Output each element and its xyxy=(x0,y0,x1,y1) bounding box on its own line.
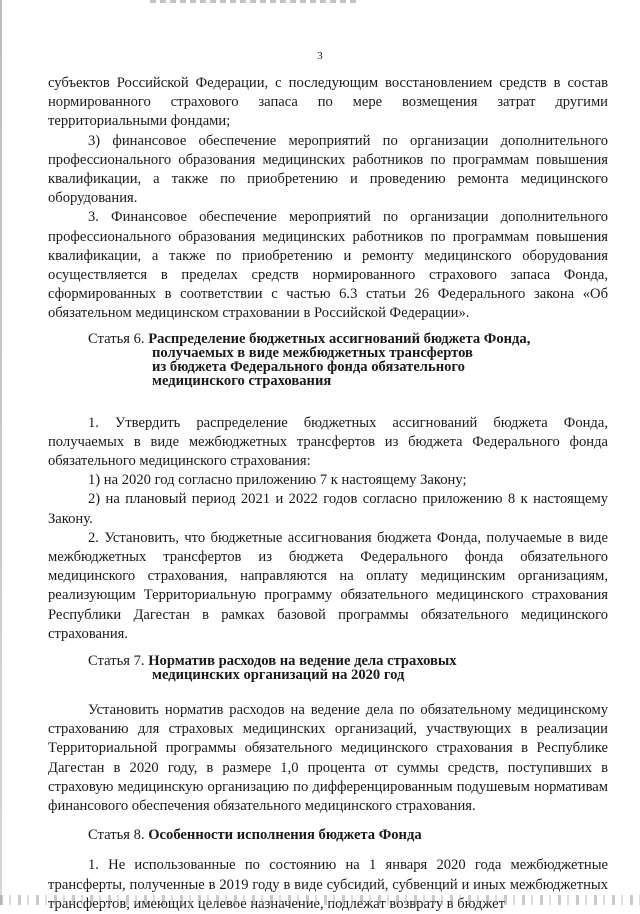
paragraph: 3. Финансовое обеспечение мероприятий по организации дополнительного профессионального образования медицинских работников по программам повышения квалификации, а также по приобретению и ремонту медицинского оборудования осуществляется в пределах средств нормированного страхового запаса Фонда, сформированных в соответствии с частью 6.3 статьи 26 Федерального закона «Об обязательном медицинском страховании в Российской Федерации». xyxy=(48,209,608,322)
article-title-line: медицинских организаций на 2020 год xyxy=(152,667,405,684)
paragraph: 3) финансовое обеспечение мероприятий по организации дополнительного профессионального образования медицинских работников по программам повышения квалификации, а также по приобретению и проведению ремонта медицинского оборудования. xyxy=(48,132,608,207)
article-title-line: получаемых в виде межбюджетных трансфертов xyxy=(152,344,473,361)
article-title: Норматив расходов на ведение дела страховых xyxy=(148,653,457,670)
scan-edge-shadow xyxy=(0,0,2,905)
paragraph: субъектов Российской Федерации, с последующим восстановлением средств в состав нормированного страхового запаса по мере возмещения затрат другими территориальными фондами; xyxy=(48,75,608,130)
article-label: Статья 7. xyxy=(88,653,145,670)
article-7-heading xyxy=(88,654,608,682)
article-title: Особенности исполнения бюджета Фонда xyxy=(148,827,422,844)
article-title-line: медицинского страхования xyxy=(152,372,332,389)
document-body xyxy=(48,74,608,914)
paragraph: 1. Не использованные по состоянию на 1 января 2020 года межбюджетные трансферты, полученные в 2019 году в виде субсидий, субвенций и иных межбюджетных трансфертов, имеющих целевое назначение, подлежат возврату в бюджет xyxy=(48,857,608,912)
paragraph: 2. Установить, что бюджетные ассигнования бюджета Фонда, получаемые в виде межбюджетных трансфертов из бюджета Федерального фонда обязательного медицинского страхования, направляются на оплату медицинским организациям, реализующим Территориальную программу обязательного медицинского страхования Республики Дагестан в рамках базовой программы обязательного медицинского страхования. xyxy=(48,529,608,642)
list-item: 2) на плановый период 2021 и 2022 годов согласно приложению 8 к настоящему Закону. xyxy=(48,491,608,527)
article-8-heading xyxy=(88,828,608,842)
article-title-line: из бюджета Федерального фонда обязательного xyxy=(152,358,465,375)
scan-artifact-bottom xyxy=(0,895,640,905)
article-label: Статья 6. xyxy=(88,330,145,347)
list-item: 1) на 2020 год согласно приложению 7 к настоящему Закону; xyxy=(88,472,467,489)
paragraph: 1. Утвердить распределение бюджетных ассигнований бюджета Фонда, получаемых в виде межбюджетных трансфертов из бюджета Федерального фонда обязательного медицинского страхования: xyxy=(48,414,608,470)
article-6-heading xyxy=(88,332,608,388)
paragraph: Установить норматив расходов на ведение дела по обязательному медицинскому страхованию для страховых медицинских организаций, участвующих в реализации Территориальной программы обязательного медицинского страхования в Республике Дагестан в 2020 году, в размере 1,0 процента от суммы средств, поступивших в страховую медицинскую организацию по дифференцированным подушевым нормативам финансового обеспечения обязательного медицинского страхования. xyxy=(48,702,608,815)
article-label: Статья 8. xyxy=(88,827,145,844)
article-title: Распределение бюджетных ассигнований бюджета Фонда, xyxy=(148,330,531,347)
scan-artifact-top xyxy=(150,0,360,3)
page-number: 3 xyxy=(317,50,323,62)
